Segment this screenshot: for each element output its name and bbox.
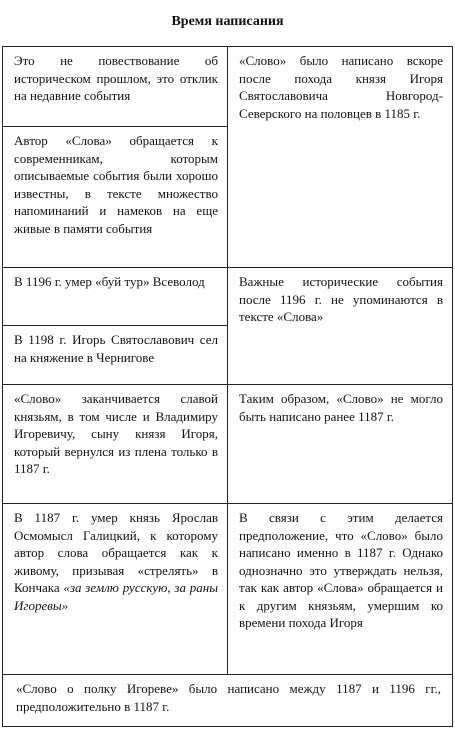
cell-r6-right: В связи с этим делается предположение, что «Слово» было написано именно в 1187 г. Однако однозначно это утверждать нельзя, так как автор «Слова» обращается и к другим князьям, умершим ко времени похода Игоря [228, 504, 453, 675]
r6-left-text: В 1187 г. умер князь Ярослав Осмомысл Галицкий, к которому автор слова обращается как к живому, призывая «стрелять» в Кончака [14, 510, 218, 595]
table-title: Время написания [171, 14, 284, 29]
cell-r3-right: Важные исторические события после 1196 г. не упоминаются в тексте «Слова» [228, 268, 453, 385]
cell-r1-right: «Слово» было написано вскоре после похода князя Игоря Святославовича Новгород-Северского на половцев в 1185 г. [228, 47, 453, 268]
table-row [3, 268, 453, 326]
table-row [3, 675, 453, 727]
cell-r1-left: Это не повествование об историческом прошлом, это отклик на недавние события [3, 47, 228, 127]
cell-r5-right: Таким образом, «Слово» не могло быть написано ранее 1187 г. [228, 385, 453, 504]
r6-left-quote: «за землю русскую, за раны Игоревы» [14, 580, 218, 613]
conclusion-cell: «Слово о полку Игореве» было написано между 1187 и 1196 гг., предположительно в 1187 г. [3, 675, 453, 727]
table-row [3, 504, 453, 675]
table-row [3, 385, 453, 504]
cell-r3-left: В 1196 г. умер «буй тур» Всеволод [3, 268, 228, 326]
table-row [3, 47, 453, 127]
cell-r4-left: В 1198 г. Игорь Святославович сел на княжение в Чернигове [3, 326, 228, 385]
cell-r2-left: Автор «Слова» обращается к современникам, которым описываемые события были хорошо известны, в тексте множество напоминаний и намеков на еще живые в памяти события [3, 127, 228, 268]
dating-table [2, 46, 453, 727]
cell-r6-left [3, 504, 228, 675]
cell-r5-left: «Слово» заканчивается славой князьям, в том числе и Владимиру Игоревичу, сыну князя Игоря, который вернулся из плена только в 1187 г. [3, 385, 228, 504]
